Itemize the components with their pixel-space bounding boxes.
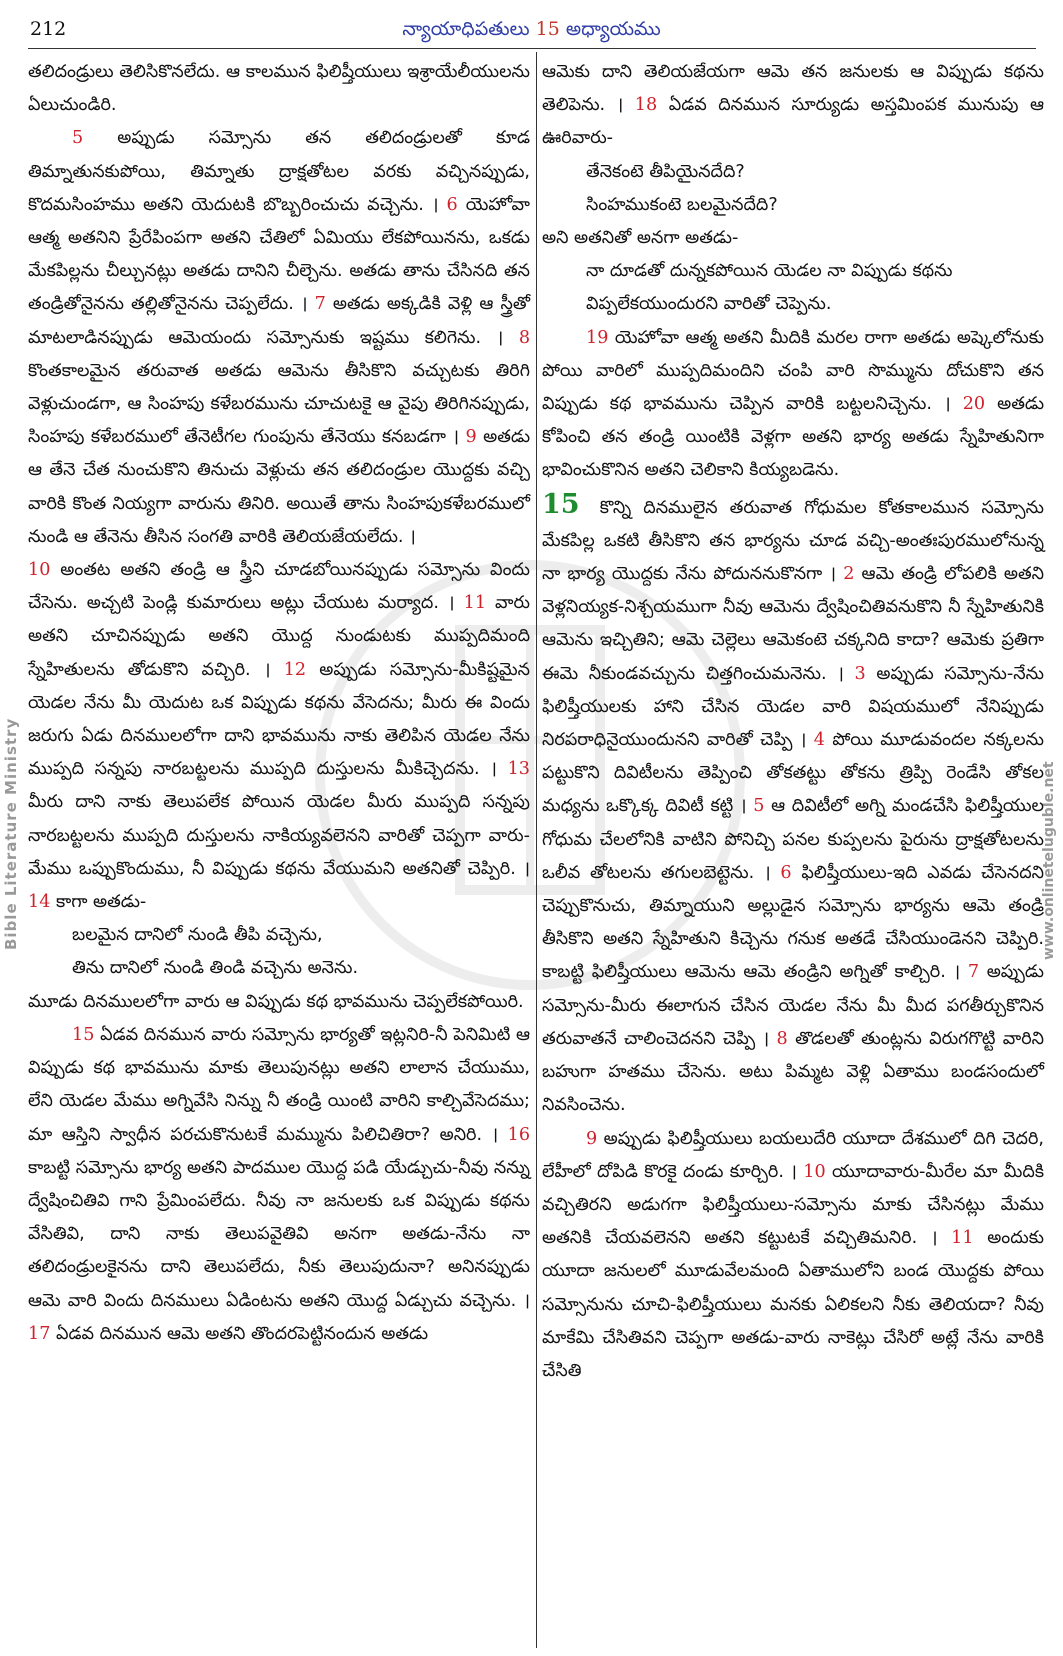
verse-number: 9 — [586, 1128, 598, 1149]
poem-line: నా దూడతో దున్నకపోయిన యెడల నా విప్పుడు కథను విప్పలేకయుందురని వారితో చెప్పెను. — [586, 261, 953, 315]
verse-number: 2 — [843, 564, 855, 585]
poem-line: బలమైన దానిలో నుండి తీపి వచ్చెను, — [72, 925, 323, 946]
verse-number: 20 — [962, 394, 986, 415]
paragraph: 5 అప్పుడు సమ్సోను తన తలిదండ్రులతో కూడ తిమ్నాతునకుపోయి, తిమ్నాతు ద్రాక్షతోటల వరకు వచ్చినప్పుడు, కొదమసింహము అతని యెదుటకి బొబ్బరించుచు వచ్చెను. । 6 యెహోవా ఆత్మ అతనిని ప్రేరేపింపగా అతని చేతిలో ఏమియు లేకపోయినను, ఒకడు మేకపిల్లను చీల్చునట్లు అతడు దానిని చీల్చెను. అతడు తాను చేసినది తన తండ్రితోనైనను తల్లితోనైనను చెప్పలేదు. । 7 అతడు అక్కడికి వెళ్లి ఆ స్త్రీతో మాటలాడినప్పుడు ఆమెయందు సమ్సోనుకు ఇష్టము కలిగెను. । 8 కొంతకాలమైన తరువాత అతడు ఆమెను తీసికొని వచ్చుటకు తిరిగి వెళ్లుచుండగా, ఆ సింహపు కళేబరమును చూచుటకై ఆ వైపు తిరిగినప్పుడు, సింహపు కళేబరములో తేనెటీగల గుంపును తేనెయు కనబడగా । 9 అతడు ఆ తేనె చేత నుంచుకొని తినుచు వెళ్లుచు తన తలిదండ్రుల యొద్దకు వచ్చి వారికి కొంత నియ్యగా వారును తినిరి. అయితే తాను సింహపుకళేబరములో నుండి ఆ తేనెను తీసిన సంగతి వారికి తెలియజేయలేదు. । — [28, 128, 531, 547]
verse-number: 5 — [72, 128, 84, 149]
verse-number: 7 — [314, 294, 326, 315]
chapter-start-number: 15 — [542, 488, 580, 520]
paragraph: ఆమెకు దాని తెలియజేయగా ఆమె తన జనులకు ఆ విప్పుడు కథను తెలిపెను. । 18 ఏడవ దినమున సూర్యుడు అస్తమింపక మునుపు ఆ ఊరివారు- — [542, 62, 1045, 149]
paragraph: 10 అంతట అతని తండ్రి ఆ స్త్రీని చూడబోయినప్పుడు సమ్సోను విందు చేసెను. అచ్చటి పెండ్లి కుమారులు అట్లు చేయుట మర్యాద. । 11 వారు అతని చూచినప్పుడు అతని యొద్ద నుండుటకు ముప్పదిమంది స్నేహితులను తోడుకొని వచ్చిరి. । 12 అప్పుడు సమ్సోను-మీకిష్టమైన యెడల నేను మీ యెదుట ఒక విప్పుడు కథను వేసెదను; మీరు ఈ విందు జరుగు ఏడు దినములలోగా దాని భావమును నాకు తెలిపిన యెడల నేను ముప్పది సన్నపు నారబట్టలను ముప్పది దుస్తులను మీకిచ్చెదను. । 13 మీరు దాని నాకు తెలుపలేక పోయిన యెడల మీరు ముప్పది సన్నపు నారబట్టలను ముప్పది దుస్తులను నాకియ్యవలెనని వారితో చెప్పగా వారు-మేము ఒప్పుకొందుము, నీ విప్పుడు కథను వేయుమని అతనితో చెప్పిరి. । 14 కాగా అతడు- — [28, 560, 531, 913]
verse-number: 17 — [28, 1323, 51, 1344]
right-column — [542, 56, 1044, 1388]
chapter-label: అధ్యాయము — [565, 18, 661, 40]
left-column — [28, 56, 530, 1351]
paragraph: 15 ఏడవ దినమున వారు సమ్సోను భార్యతో ఇట్లనిరి-నీ పెనిమిటి ఆ విప్పుడు కథ భావమును మాకు తెలుపునట్లు అతని లాలాన చేయుము, లేని యెడల మేము అగ్నివేసి నిన్ను నీ తండ్రి యింటి వారిని కాల్చివేసెదము; మా ఆస్తిని స్వాధీన పరచుకొనుటకే మమ్మును పిలిచితిరా? అనిరి. । 16 కాబట్టి సమ్సోను భార్య అతని పాదముల యొద్ద పడి యేడ్చుచు-నీవు నన్ను ద్వేషించితివి గాని ప్రేమింపలేదు. నీవు నా జనులకు ఒక విప్పుడు కథను వేసితివి, దాని నాకు తెలుపవైతివి అనగా అతడు-నేను నా తలిదండ్రులకైనను దాని తెలుపలేదు, నీకు తెలుపుదునా? అనినప్పుడు ఆమె వారి విందు దినములు ఏడింటను అతని యొద్ద ఏడ్చుచు వచ్చెను. । 17 ఏడవ దినమున ఆమె అతని తొందరపెట్టినందున అతడు — [28, 1024, 531, 1344]
page-number: 212 — [30, 18, 67, 40]
verse-number: 5 — [753, 796, 765, 817]
verse-number: 7 — [967, 962, 980, 983]
verse-number: 10 — [28, 560, 51, 581]
paragraph: మూడు దినములలోగా వారు ఆ విప్పుడు కథ భావమును చెప్పలేకపోయిరి. — [28, 991, 524, 1012]
poem-line: తిను దానిలో నుండి తిండి వచ్చెను అనెను. — [72, 958, 359, 979]
verse-number: 10 — [803, 1161, 826, 1182]
side-credit-left: Bible Literature Ministry — [2, 717, 20, 950]
verse-number: 12 — [283, 659, 307, 680]
verse-number: 9 — [465, 427, 477, 448]
page-header — [0, 0, 1063, 46]
paragraph: తలిదండ్రులు తెలిసికొనలేదు. ఆ కాలమున ఫిలిష్తీయులు ఇశ్రాయేలీయులను ఏలుచుండిరి. — [28, 62, 530, 116]
verse-number: 14 — [28, 892, 51, 913]
chapter-number: 15 — [535, 18, 560, 40]
poem-line: సింహముకంటె బలమైనదేది? — [586, 194, 778, 215]
verse-number: 15 — [72, 1024, 95, 1045]
verse-number: 13 — [507, 759, 530, 780]
poem-line: తేనెకంటె తీపియైనదేది? — [586, 161, 745, 182]
column-divider — [536, 52, 537, 1648]
paragraph: 15 కొన్ని దినములైన తరువాత గోధుమల కోతకాలమున సమ్సోను మేకపిల్ల ఒకటి తీసికొని తన భార్యను చూడ వచ్చి-అంతఃపురములోనున్న నా భార్య యొద్దకు నేను పోదుననుకొనగా । 2 ఆమె తండ్రి లోపలికి అతని వెళ్లనియ్యక-నిశ్చయముగా నీవు ఆమెను ద్వేషించితివనుకొని నీ స్నేహితునికి ఆమెను ఇచ్చితిని; ఆమె చెల్లెలు ఆమెకంటె చక్కనిది కాదా? ఆమెకు ప్రతిగా ఈమె నీకుండవచ్చును చిత్తగించుమనెను. । 3 అప్పుడు సమ్సోను-నేను ఫిలిష్తీయులకు హాని చేసిన యెడల వారి విషయములో నేనిప్పుడు నిరపరాధినైయుందునని వారితో చెప్పి । 4 పోయి మూడువందల నక్కలను పట్టుకొని దివిటీలను తెప్పించి తోకతట్టు తోకను త్రిప్పి రెండేసి తోకల మధ్యను ఒక్కొక్క దివిటీ కట్టి । 5 ఆ దివిటీలో అగ్ని మండచేసి ఫిలిష్తీయుల గోధుమ చేలలోనికి వాటిని పోనిచ్చి పనల కుప్పలను పైరును ద్రాక్షతోటలను ఒలీవ తోటలను తగులబెట్టెను. । 6 ఫిలిష్తీయులు-ఇది ఎవడు చేసెనదని చెప్పుకొనుచు, తిమ్నాయుని అల్లుడైన సమ్సోను భార్యను ఆమె తండ్రి తీసికొని అతని స్నేహితుని కిచ్చెను గనుక అతడే చేసియుండెనని చెప్పిరి. కాబట్టి ఫిలిష్తీయులు ఆమెను ఆమె తండ్రిని అగ్నితో కాల్చిరి. । 7 అప్పుడు సమ్సోను-మీరు ఈలాగున చేసిన యెడల నేను మీ మీద పగతీర్చుకొనిన తరువాతనే చాలించెదనని చెప్పి । 8 తొడలతో తుంట్లను విరుగగొట్టి వారిని బహుగా హతము చేసెను. అటు పిమ్మట వెళ్లి ఏతాము బండసందులో నివసించెను. — [542, 488, 1045, 1116]
paragraph: అని అతనితో అనగా అతడు- — [542, 228, 739, 249]
paragraph: 19 యెహోవా ఆత్మ అతని మీదికి మరల రాగా అతడు అష్కెలోనుకు పోయి వారిలో ముప్పదిమందిని చంపి వారి సొమ్మును దోచుకొని తన విప్పుడు కథ భావమును చెప్పిన వారికి బట్టలనిచ్చెను. । 20 అతడు కోపించి తన తండ్రి యింటికి వెళ్లగా అతని భార్య అతడు స్నేహితునిగా భావించుకొనిన అతని చెలికాని కియ్యబడెను. — [542, 327, 1045, 481]
verse-number: 6 — [780, 862, 792, 883]
verse-number: 3 — [854, 663, 866, 684]
verse-number: 8 — [776, 1028, 788, 1049]
book-title: న్యాయాధిపతులు — [402, 18, 530, 40]
paragraph: 9 అప్పుడు ఫిలిష్తీయులు బయలుదేరి యూదా దేశములో దిగి చెదరి, లేహీలో దోపిడి కొరకై దండు కూర్చిరి. । 10 యూదావారు-మీరేల మా మీదికి వచ్చితిరని అడుగగా ఫిలిష్తీయులు-సమ్సోను మాకు చేసినట్లు మేము అతనికి చేయవలెనని అతని కట్టుటకే వచ్చితిమనిరి. । 11 అందుకు యూదా జనులలో మూడువేలమంది ఏతాములోని బండ యొద్దకు పోయి సమ్సోనును చూచి-ఫిలిష్తీయులు మనకు ఏలికలని నీకు తెలియదా? నీవు మాకేమి చేసితివని చెప్పగా అతడు-వారు నాకెట్లు చేసిరో అట్లే నేను వారికి చేసితి — [542, 1128, 1045, 1381]
header-rule — [28, 48, 1036, 49]
verse-number: 11 — [951, 1228, 974, 1249]
running-title — [0, 18, 1063, 45]
verse-number: 16 — [507, 1124, 531, 1145]
verse-number: 19 — [586, 327, 609, 348]
verse-number: 18 — [634, 95, 658, 116]
verse-number: 4 — [813, 730, 825, 751]
verse-number: 11 — [463, 593, 487, 614]
side-credit-right: www.onlineteluguble.net — [1041, 761, 1057, 960]
verse-number: 8 — [518, 327, 531, 348]
verse-number: 6 — [446, 194, 458, 215]
